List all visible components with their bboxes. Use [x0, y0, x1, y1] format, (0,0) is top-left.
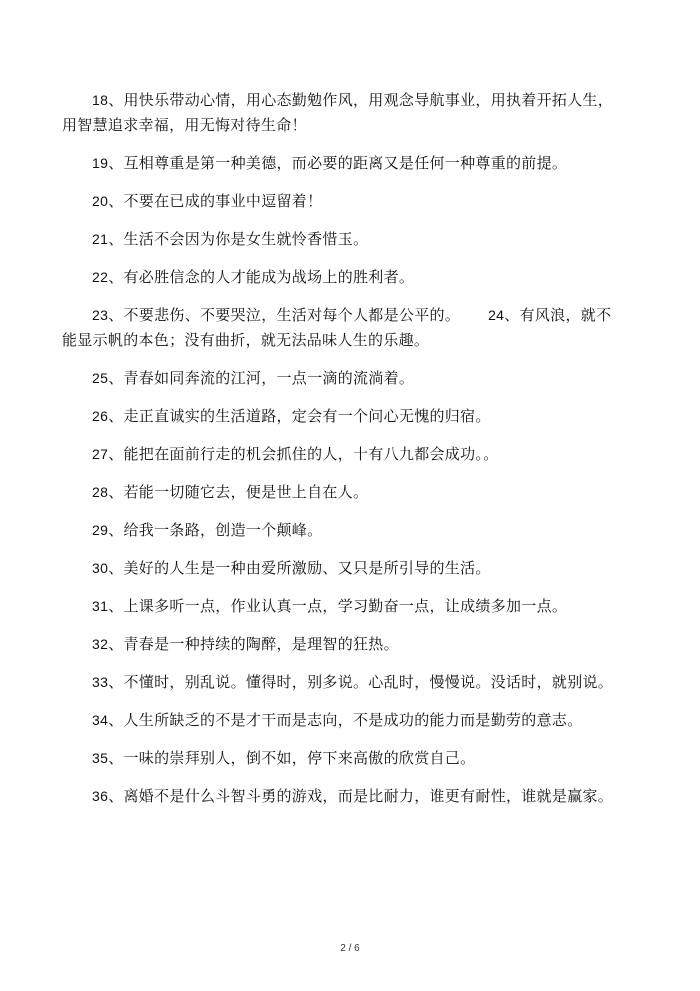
quote-text: 、美好的人生是一种由爱所激励、又只是所引导的生活。: [108, 559, 491, 577]
quote-text: 、青春是一种持续的陶醉，是理智的狂热。: [108, 635, 399, 653]
quote-text: 、给我一条路，创造一个颠峰。: [108, 521, 323, 539]
quote-number: 20: [92, 193, 109, 209]
quote-20: [62, 189, 620, 214]
quote-34: [62, 708, 620, 733]
quote-32: [62, 632, 620, 657]
quote-text: 、离婚不是什么斗智斗勇的游戏，而是比耐力，谁更有耐性，谁就是赢家。: [108, 787, 614, 805]
quote-33: [62, 670, 620, 695]
quote-22: [62, 265, 620, 290]
quote-text: 、不要悲伤、不要哭泣，生活对每个人都是公平的。: [108, 306, 461, 324]
quote-text: 、人生所缺乏的不是才干而是志向，不是成功的能力而是勤劳的意志。: [108, 711, 583, 729]
quote-list: [62, 88, 620, 822]
quote-28: [62, 480, 620, 505]
page-number: 2 / 6: [340, 943, 360, 954]
quote-27: [62, 442, 620, 467]
quote-text: 、互相尊重是第一种美德，而必要的距离又是任何一种尊重的前提。: [108, 154, 568, 172]
quote-number: 30: [92, 560, 109, 576]
quote-number: 23: [92, 307, 109, 323]
quote-text: 、不懂时，别乱说。懂得时，别多说。心乱时，慢慢说。没话时，就别说。: [108, 673, 614, 691]
quote-19: [62, 151, 620, 176]
quote-text: 、走正直诚实的生活道路，定会有一个问心无愧的归宿。: [108, 407, 491, 425]
quote-text: 、一味的崇拜别人，倒不如，停下来高傲的欣赏自己。: [108, 749, 476, 767]
quote-number: 27: [92, 446, 109, 462]
quote-number: 26: [92, 408, 109, 424]
quote-text: 、有风浪，就不能显示帆的本色；没有曲折，就无法品味人生的乐趣。: [62, 306, 612, 349]
quote-number: 32: [92, 636, 109, 652]
quote-number: 18: [92, 92, 109, 108]
quote-text: 、不要在已成的事业中逗留着！: [108, 192, 323, 210]
quote-36: [62, 784, 620, 809]
quote-text: 、生活不会因为你是女生就怜香惜玉。: [108, 230, 369, 248]
quote-text: 、若能一切随它去，便是世上自在人。: [108, 483, 369, 501]
quote-29: [62, 518, 620, 543]
quote-30: [62, 556, 620, 581]
quote-text: 、有必胜信念的人才能成为战场上的胜利者。: [108, 268, 415, 286]
quote-number: 22: [92, 269, 109, 285]
quote-number: 34: [92, 712, 109, 728]
quote-23-24: [62, 303, 620, 353]
quote-21: [62, 227, 620, 252]
quote-number: 29: [92, 522, 109, 538]
quote-number: 33: [92, 674, 109, 690]
quote-text: 、青春如同奔流的江河，一点一滴的流淌着。: [108, 369, 415, 387]
quote-number: 25: [92, 370, 109, 386]
quote-18: [62, 88, 620, 138]
quote-text: 、用快乐带动心情，用心态勤勉作风，用观念导航事业，用执着开拓人生，用智慧追求幸福，用无悔对待生命！: [62, 91, 614, 134]
quote-text: 、能把在面前行走的机会抓住的人，十有八九都会成功。。: [108, 445, 499, 463]
quote-number: 19: [92, 155, 109, 171]
quote-number: 28: [92, 484, 109, 500]
quote-31: [62, 594, 620, 619]
quote-35: [62, 746, 620, 771]
quote-number: 24: [488, 307, 505, 323]
quote-25: [62, 366, 620, 391]
quote-text: 、上课多听一点，作业认真一点，学习勤奋一点，让成绩多加一点。: [108, 597, 568, 615]
quote-number: 36: [92, 788, 109, 804]
quote-number: 31: [92, 598, 109, 614]
quote-number: 35: [92, 750, 109, 766]
quote-number: 21: [92, 231, 109, 247]
quote-26: [62, 404, 620, 429]
